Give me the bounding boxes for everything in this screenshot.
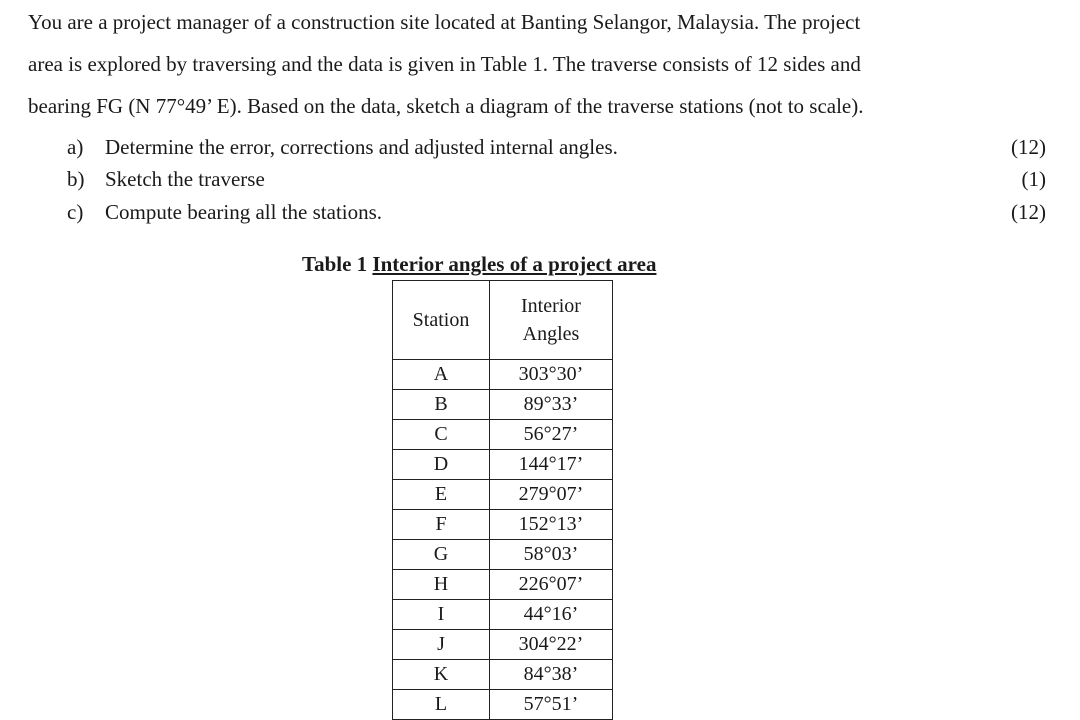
station-cell: A — [393, 360, 490, 390]
station-cell: L — [393, 690, 490, 720]
intro-line: You are a project manager of a construction site located at Banting Selangor, Malaysia. The project — [28, 10, 861, 34]
angle-cell: 226°07’ — [490, 570, 613, 600]
header-station: Station — [393, 281, 490, 360]
question-marks: (12) — [1011, 200, 1046, 224]
angle-cell: 303°30’ — [490, 360, 613, 390]
angle-cell: 152°13’ — [490, 510, 613, 540]
question-text: Sketch the traverse — [105, 167, 265, 191]
table-row — [393, 390, 613, 420]
question-a — [0, 131, 1080, 163]
table-caption-prefix: Table 1 — [302, 252, 373, 276]
table-header-row — [393, 281, 613, 360]
station-cell: D — [393, 450, 490, 480]
question-marks: (12) — [1011, 135, 1046, 159]
table-row — [393, 600, 613, 630]
question-letter: a) — [67, 135, 84, 159]
header-interior-angles — [490, 281, 613, 360]
table-row — [393, 660, 613, 690]
question-letter: c) — [67, 200, 84, 224]
intro-paragraph — [28, 1, 1028, 127]
table-row — [393, 480, 613, 510]
table-row — [393, 360, 613, 390]
question-b — [0, 163, 1080, 195]
table-caption — [302, 250, 656, 278]
station-cell: H — [393, 570, 490, 600]
station-cell: J — [393, 630, 490, 660]
angle-cell: 56°27’ — [490, 420, 613, 450]
angle-cell: 279°07’ — [490, 480, 613, 510]
table-body — [393, 360, 613, 720]
question-c — [0, 196, 1080, 228]
station-cell: G — [393, 540, 490, 570]
angle-cell: 89°33’ — [490, 390, 613, 420]
table-row — [393, 690, 613, 720]
station-cell: E — [393, 480, 490, 510]
intro-line: bearing FG (N 77°49’ E). Based on the data, sketch a diagram of the traverse stations (not to scale). — [28, 94, 864, 118]
angle-cell: 304°22’ — [490, 630, 613, 660]
station-cell: I — [393, 600, 490, 630]
header-angles-line1: Interior — [521, 295, 581, 317]
question-marks: (1) — [1021, 167, 1046, 191]
question-letter: b) — [67, 167, 85, 191]
station-cell: K — [393, 660, 490, 690]
angle-cell: 84°38’ — [490, 660, 613, 690]
table-row — [393, 630, 613, 660]
station-cell: F — [393, 510, 490, 540]
station-cell: B — [393, 390, 490, 420]
table-caption-title: Interior angles of a project area — [372, 252, 657, 276]
angle-cell: 44°16’ — [490, 600, 613, 630]
question-text: Compute bearing all the stations. — [105, 200, 383, 224]
question-text: Determine the error, corrections and adjusted internal angles. — [105, 135, 618, 159]
intro-line: area is explored by traversing and the data is given in Table 1. The traverse consists of 12 sides and — [28, 52, 861, 76]
station-cell: C — [393, 420, 490, 450]
table-row — [393, 420, 613, 450]
interior-angles-table — [392, 280, 613, 720]
table-row — [393, 570, 613, 600]
table-row — [393, 510, 613, 540]
table-row — [393, 450, 613, 480]
header-angles-line2: Angles — [522, 323, 580, 345]
table-row — [393, 540, 613, 570]
angle-cell: 57°51’ — [490, 690, 613, 720]
angle-cell: 58°03’ — [490, 540, 613, 570]
angle-cell: 144°17’ — [490, 450, 613, 480]
